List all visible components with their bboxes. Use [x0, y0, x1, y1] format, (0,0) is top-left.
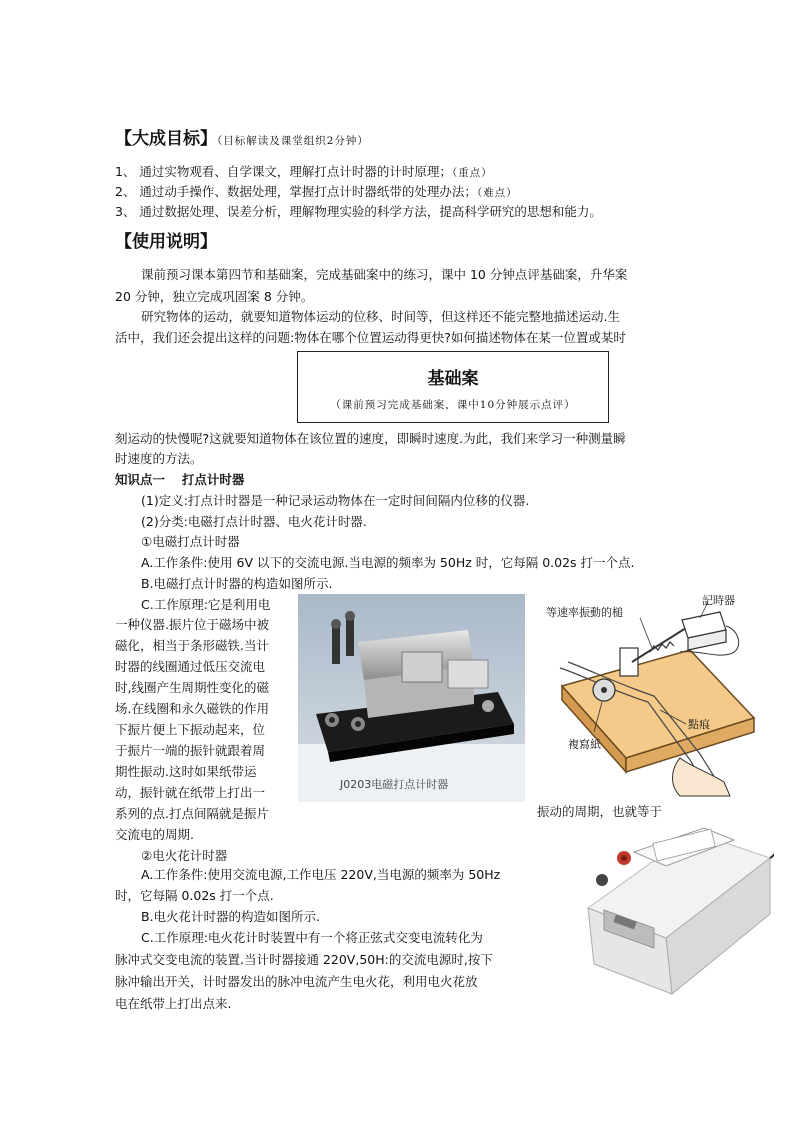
em-principle-line: 下振片便上下振动起来，位 [115, 722, 266, 737]
goals-title: 【大成目标】 [115, 129, 217, 149]
goal-tag: （重点） [451, 167, 493, 179]
continuation-line-1: 刻运动的快慢呢?这就要知道物体在该位置的速度，即瞬时速度.为此，我们来学习一种测量瞬 [115, 431, 626, 446]
em-principle-line: 时,线圈产生周期性变化的磁 [115, 680, 269, 695]
goal-text: 1、 通过实物观看、自学课文，理解打点计时器的计时原理； [115, 164, 452, 179]
ticker-timer-diagram [540, 590, 762, 800]
em-principle-line: 系列的点.打点间隔就是振片 [115, 806, 269, 821]
em-timer-photo-caption: J0203电磁打点计时器 [340, 778, 449, 791]
goals-note: （目标解读及课堂组织2分钟） [217, 135, 369, 147]
goal-text: 3、 通过数据处理、误差分析，理解物理实验的科学方法，提高科学研究的思想和能力。 [115, 204, 602, 219]
em-principle-line-1: C.工作原理:它是利用电 [141, 597, 271, 612]
usage-title: 【使用说明】 [115, 232, 217, 252]
label-vibrator: 等速率振動的槌 [546, 606, 623, 619]
classification-line: (2)分类:电磁打点计时器、电火花计时器. [141, 514, 367, 529]
em-structure-line: B.电磁打点计时器的构造如图所示. [141, 576, 333, 591]
goal-text: 2、 通过动手操作、数据处理，掌握打点计时器纸带的处理办法； [115, 184, 477, 199]
usage-line-1: 课前预习课本第四节和基础案，完成基础案中的练习，课中 10 分钟点评基础案，升华案 [141, 267, 628, 282]
spark-structure-line: B.电火花计时器的构造如图所示. [141, 909, 321, 924]
goal-item-3 [115, 203, 602, 220]
spark-timer-photo [574, 818, 774, 1008]
usage-line-3: 研究物体的运动，就要知道物体运动的位移、时间等，但这样还不能完整地描述运动.生 [141, 309, 620, 324]
em-principle-line: 期性振动.这时如果纸带运 [115, 764, 257, 779]
label-timer: 記時器 [702, 594, 735, 607]
label-dot: 點痕 [688, 718, 710, 731]
basic-case-subtitle: （课前预习完成基础案，课中10分钟展示点评） [330, 399, 576, 411]
spark-principle-line-2: 脉冲式交变电流的装置.当计时器接通 220V,50H:的交流电源时,按下 [115, 952, 493, 967]
em-timer-photo [298, 594, 525, 802]
continuation-line-2: 时速度的方法。 [115, 451, 203, 466]
usage-line-2: 20 分钟，独立完成巩固案 8 分钟。 [115, 289, 314, 304]
spark-timer-title: ②电火花计时器 [141, 848, 228, 863]
usage-line-4: 活中，我们还会提出这样的问题:物体在哪个位置运动得更快?如何描述物体在某一位置或某时 [115, 330, 626, 345]
spark-principle-line-3: 脉冲输出开关，计时器发出的脉冲电流产生电火花，利用电火花放 [115, 974, 478, 989]
em-principle-line: 磁化，相当于条形磁铁.当计 [115, 638, 269, 653]
spark-timer-photo-graphic [574, 818, 774, 1008]
em-principle-line: 动，振针就在纸带上打出一 [115, 785, 266, 800]
definition-line: (1)定义:打点计时器是一种记录运动物体在一定时间间隔内位移的仪器. [141, 493, 530, 508]
basic-case-title: 基础案 [427, 369, 479, 389]
basic-case-box [297, 351, 609, 423]
em-principle-line: 场.在线圈和永久磁铁的作用 [115, 701, 269, 716]
em-principle-end: 交流电的周期. [115, 827, 194, 842]
knowledge-heading: 知识点一 打点计时器 [115, 472, 245, 487]
em-principle-line: 时器的线圈通过低压交流电 [115, 659, 266, 674]
ticker-timer-diagram-graphic [540, 590, 762, 800]
goals-heading [115, 128, 369, 152]
spark-condition-line-2: 时，它每隔 0.02s 打一个点. [115, 888, 274, 903]
spark-condition-line-1: A.工作条件:使用交流电源,工作电压 220V,当电源的频率为 50Hz [141, 867, 501, 882]
em-principle-line: 一种仪器.振片位于磁场中被 [115, 617, 269, 632]
goal-item-1 [115, 163, 493, 182]
em-principle-tail: 振动的周期，也就等于 [537, 804, 663, 819]
spark-principle-line-4: 电在纸带上打出点来. [115, 996, 232, 1011]
em-principle-line: 于振片一端的振针就跟着周 [115, 743, 266, 758]
label-paper: 複寫紙 [568, 738, 601, 751]
goal-item-2 [115, 183, 518, 202]
spark-principle-line-1: C.工作原理:电火花计时装置中有一个将正弦式交变电流转化为 [141, 930, 483, 945]
goal-tag: （难点） [476, 187, 518, 199]
em-timer-photo-graphic [298, 594, 525, 802]
em-condition-line: A.工作条件:使用 6V 以下的交流电源.当电源的频率为 50Hz 时，它每隔 0.02s 打一个点. [141, 555, 635, 570]
em-timer-title: ①电磁打点计时器 [141, 534, 240, 549]
